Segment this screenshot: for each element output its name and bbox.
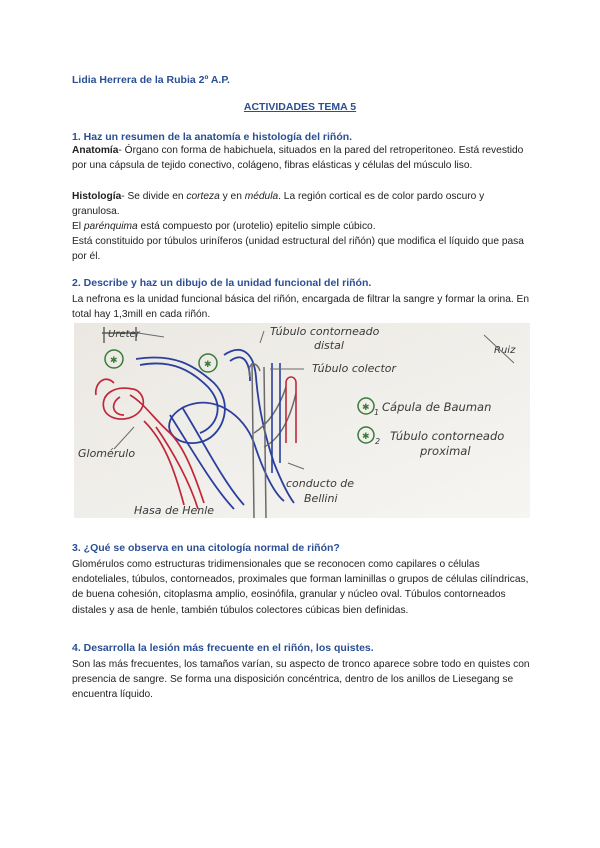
label-proximal-2: proximal	[420, 444, 471, 458]
nephron-sketch	[74, 323, 530, 518]
section-3-heading: 3. ¿Qué se observa en una citología normal de riñón?	[72, 542, 340, 554]
signature: Ruiz	[494, 345, 516, 356]
marker-2-number: 2	[375, 437, 381, 446]
section-3-text: Glomérulos como estructuras tridimensionales que se reconocen como capilares o células endoteliales, túbulos, contorneados, proximales que forman laminillas o grupos de células cilíndricas, de buena cohesión, citoplasma amplio, eosinófila, granular y núcleo oval. Túbulos contorneados distales y asa de henle, también túbulos colectores cúbicas bien definidas.	[72, 559, 529, 616]
svg-text:✱: ✱	[110, 356, 118, 366]
svg-text:✱: ✱	[362, 432, 370, 442]
label-distal-1: Túbulo contorneado	[270, 325, 380, 338]
label-collector: Túbulo colector	[312, 362, 397, 375]
section-1-histology: Histología- Se divide en corteza y en médula. La región cortical es de color pardo oscuro y granulosa.	[72, 191, 485, 218]
document-title: ACTIVIDADES TEMA 5	[243, 101, 357, 113]
label-proximal-1: Túbulo contorneado	[390, 429, 505, 443]
svg-text:✱: ✱	[204, 360, 212, 370]
label-bellini-1: conducto de	[286, 477, 355, 490]
label-capsule: Cápula de Bauman	[382, 400, 492, 414]
label-glomerulus: Glomérulo	[78, 447, 136, 460]
marker-1-number: 1	[374, 408, 380, 417]
label-henle: Hasa de Henle	[134, 504, 215, 517]
section-1-parenchyma: El parénquima está compuesto por (urotelio) epitelio simple cúbico.	[72, 221, 376, 232]
label-bellini-2: Bellini	[304, 492, 338, 505]
section-2-heading: 2. Describe y haz un dibujo de la unidad funcional del riñón.	[72, 277, 372, 289]
label-distal-2: distal	[314, 339, 344, 352]
nephron-drawing	[74, 323, 530, 518]
svg-text:✱: ✱	[362, 403, 370, 413]
section-4-heading: 4. Desarrolla la lesión más frecuente en el riñón, los quistes.	[72, 642, 374, 654]
label-ureter: Ureter	[108, 329, 140, 340]
section-4-text: Son las más frecuentes, los tamaños varían, su aspecto de tronco aparece sobre todo en quistes con presencia de sangre. Se forma una disposición concéntrica, dentro de los anillos de Liesegang se encuentra líquido.	[72, 659, 530, 701]
author-line: Lidia Herrera de la Rubia 2º A.P.	[72, 74, 230, 86]
section-1-heading: 1. Haz un resumen de la anatomía e histología del riñón.	[72, 131, 353, 143]
section-2-text: La nefrona es la unidad funcional básica del riñón, encargada de filtrar la sangre y formar la orina. En total hay 1,3mill en cada riñón.	[72, 294, 530, 321]
section-1-anatomy: Anatomía- Órgano con forma de habichuela, situados en la pared del retroperitoneo. Está revestido por una cápsula de tejido conectivo, colágeno, fibras elásticas y células del músculo liso.	[72, 145, 524, 172]
section-1-structure: Está constituido por túbulos uriníferos (unidad estructural del riñón) que modifica el líquido que pasa por él.	[72, 236, 524, 263]
